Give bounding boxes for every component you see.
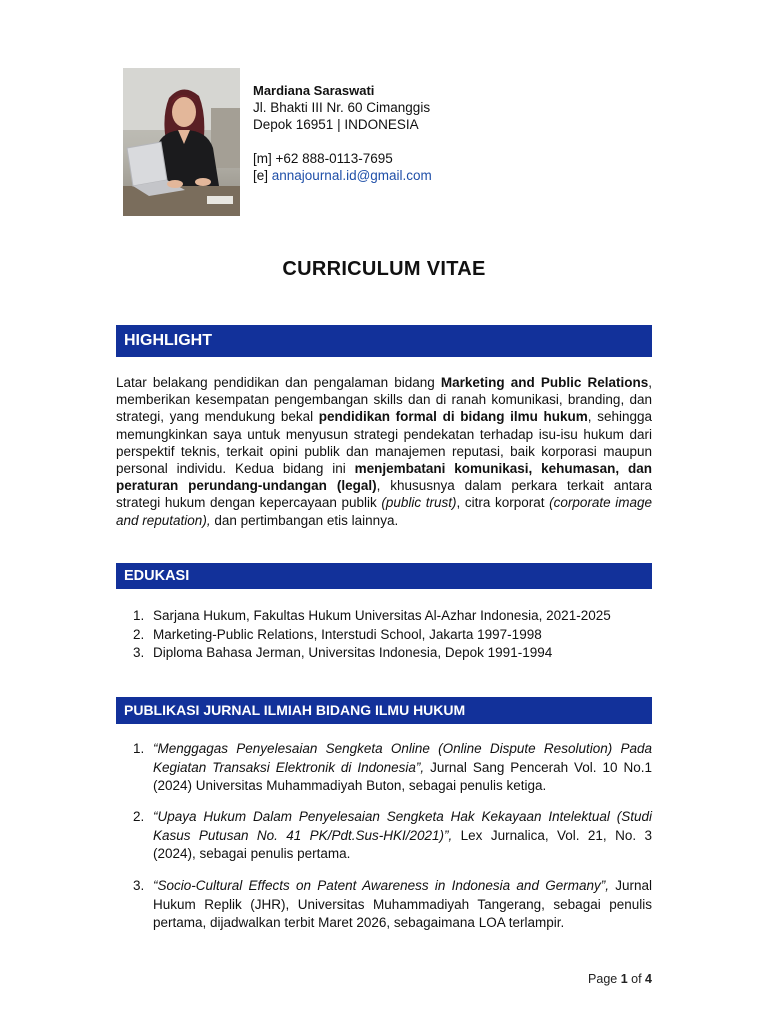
section-heading-edukasi: EDUKASI bbox=[116, 563, 652, 589]
highlight-text-segment: (corporate image and reputation), bbox=[116, 495, 653, 528]
of-label: of bbox=[627, 972, 646, 986]
list-item bbox=[133, 877, 652, 933]
page-footer bbox=[588, 972, 652, 986]
list-item bbox=[133, 644, 653, 663]
publication-details: Lex Jurnalica, Vol. 21, No. 3 (2024), sebagai penulis pertama. bbox=[153, 827, 652, 861]
list-number: 2. bbox=[133, 626, 145, 642]
email-link[interactable]: annajournal.id@gmail.com bbox=[271, 168, 432, 183]
page-label: Page bbox=[588, 972, 621, 986]
highlight-text-segment: menjembatani komunikasi, kehumasan, dan peraturan perundang-undangan (legal) bbox=[116, 461, 652, 494]
list-number: 3. bbox=[133, 645, 145, 660]
contact-block bbox=[253, 82, 432, 184]
highlight-text-segment: , citra korporat bbox=[456, 495, 550, 511]
highlight-text-segment: pendidikan formal di bidang ilmu hukum bbox=[318, 409, 588, 425]
address-line-2: Depok 16951 | INDONESIA bbox=[253, 117, 419, 132]
section-heading-highlight: HIGHLIGHT bbox=[116, 325, 652, 357]
highlight-text-segment: , memberikan kesempatan pengembangan skills dan di ranah komunikasi, branding, dan strategi, yang mendukung bekal bbox=[116, 375, 652, 425]
publication-title: “Upaya Hukum Dalam Penyelesaian Sengketa Hak Kekayaan Intelektual (Studi Kasus Putusan No. 41 PK/Pdt.Sus-HKI/2021)”, bbox=[153, 809, 652, 843]
list-item bbox=[133, 626, 653, 645]
highlight-text-segment: (public trust) bbox=[381, 495, 457, 511]
publication-list bbox=[133, 808, 652, 864]
person-name: Mardiana Saraswati bbox=[253, 83, 375, 98]
education-entry: Diploma Bahasa Jerman, Universitas Indonesia, Depok 1991-1994 bbox=[153, 645, 553, 660]
list-item bbox=[133, 808, 652, 864]
list-number: 2. bbox=[133, 809, 145, 824]
current-page: 1 bbox=[620, 972, 628, 986]
highlight-text-segment: dan pertimbangan etis lainnya. bbox=[210, 512, 399, 528]
mobile-number: [m] +62 888-0113-7695 bbox=[253, 151, 393, 166]
total-pages: 4 bbox=[645, 972, 652, 986]
list-number: 3. bbox=[133, 878, 145, 893]
section-heading-publikasi: PUBLIKASI JURNAL ILMIAH BIDANG ILMU HUKUM bbox=[116, 697, 652, 724]
highlight-paragraph bbox=[116, 374, 652, 529]
list-item bbox=[133, 607, 653, 626]
publication-title: “Socio-Cultural Effects on Patent Awareness in Indonesia and Germany”, bbox=[153, 878, 609, 893]
highlight-text-segment: , khususnya dalam perkara terkait antara strategi hukum dengan kepercayaan publik bbox=[116, 478, 652, 511]
publication-list bbox=[133, 740, 652, 796]
education-list bbox=[133, 607, 653, 663]
list-number: 1. bbox=[133, 741, 145, 756]
highlight-text-segment: Latar belakang pendidikan dan pengalaman bidang bbox=[116, 375, 441, 390]
list-item bbox=[133, 740, 652, 796]
profile-photo bbox=[123, 68, 240, 216]
publication-list bbox=[133, 877, 652, 933]
publication-details: Jurnal Sang Pencerah Vol. 10 No.1 (2024) Universitas Muhammadiyah Buton, sebagai penulis ketiga. bbox=[153, 759, 652, 793]
address-line-1: Jl. Bhakti III Nr. 60 Cimanggis bbox=[253, 100, 431, 115]
highlight-text-segment: , sehingga memungkinkan saya untuk menyusun strategi pendekatan terhadap isu-isu hukum dari perspektif teknis, terkait opini publik dan manajemen reputasi, baik korporasi maupun personal individu. Kedua bidang ini bbox=[116, 409, 653, 477]
email-prefix: [e] bbox=[253, 168, 272, 183]
highlight-text-segment: Marketing and Public Relations bbox=[440, 375, 649, 390]
education-entry: Marketing-Public Relations, Interstudi School, Jakarta 1997-1998 bbox=[153, 626, 542, 642]
document-title: CURRICULUM VITAE bbox=[282, 258, 486, 280]
publication-details: Jurnal Hukum Replik (JHR), Universitas Muhammadiyah Tangerang, sebagai penulis pertama, dijadwalkan terbit Maret 2026, sebagaimana LOA terlampir. bbox=[153, 878, 652, 930]
list-number: 1. bbox=[133, 608, 145, 623]
education-entry: Sarjana Hukum, Fakultas Hukum Universitas Al-Azhar Indonesia, 2021-2025 bbox=[153, 608, 611, 623]
email-line bbox=[253, 167, 432, 184]
publication-title: “Menggagas Penyelesaian Sengketa Online (Online Dispute Resolution) Pada Kegiatan Transaksi Elektronik di Indonesia”, bbox=[153, 741, 652, 775]
